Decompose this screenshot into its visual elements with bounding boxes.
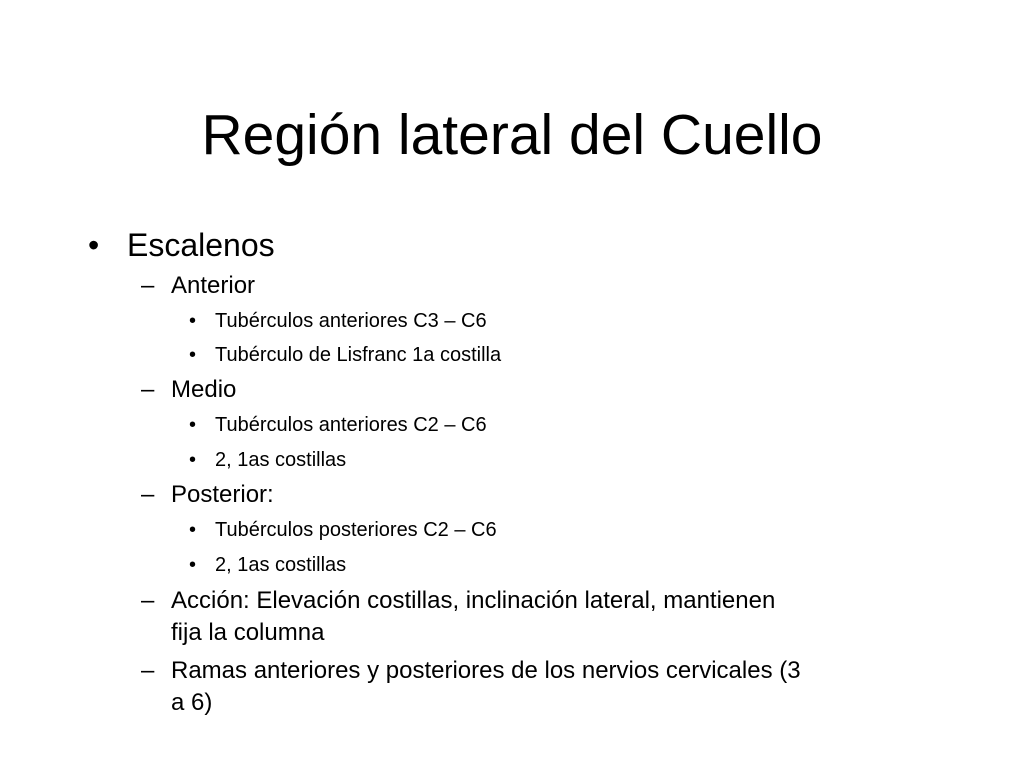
item-text-line1: Acción: Elevación costillas, inclinación lateral, mantienen — [171, 587, 776, 614]
bullet-dot-icon: • — [189, 414, 197, 436]
dash-icon: – — [141, 376, 155, 403]
bullet-dot-icon: • — [189, 554, 197, 576]
slide-title: Región lateral del Cuello — [201, 103, 823, 167]
item-text-line1: Ramas anteriores y posteriores de los nervios cervicales (3 — [171, 657, 801, 684]
item-text: Tubérculo de Lisfranc 1a costilla — [215, 344, 502, 366]
item-text: 2, 1as costillas — [215, 449, 347, 471]
item-text: Anterior — [171, 272, 256, 299]
item-text: Escalenos — [127, 227, 275, 263]
item-text: Medio — [171, 376, 237, 403]
item-text: 2, 1as costillas — [215, 554, 347, 576]
item-text-line2: fija la columna — [171, 619, 325, 646]
dash-icon: – — [141, 481, 155, 508]
dash-icon: – — [141, 657, 155, 684]
item-text: Tubérculos anteriores C2 – C6 — [215, 414, 487, 436]
bullet-dot-icon: • — [189, 344, 197, 366]
bullet-dot-icon: • — [88, 227, 100, 263]
item-text: Tubérculos anteriores C3 – C6 — [215, 310, 487, 332]
bullet-dot-icon: • — [189, 449, 197, 471]
item-text-line2: a 6) — [171, 689, 213, 716]
dash-icon: – — [141, 587, 155, 614]
item-text: Tubérculos posteriores C2 – C6 — [215, 519, 497, 541]
bullet-dot-icon: • — [189, 519, 197, 541]
bullet-dot-icon: • — [189, 310, 197, 332]
item-text: Posterior: — [171, 481, 274, 508]
dash-icon: – — [141, 272, 155, 299]
